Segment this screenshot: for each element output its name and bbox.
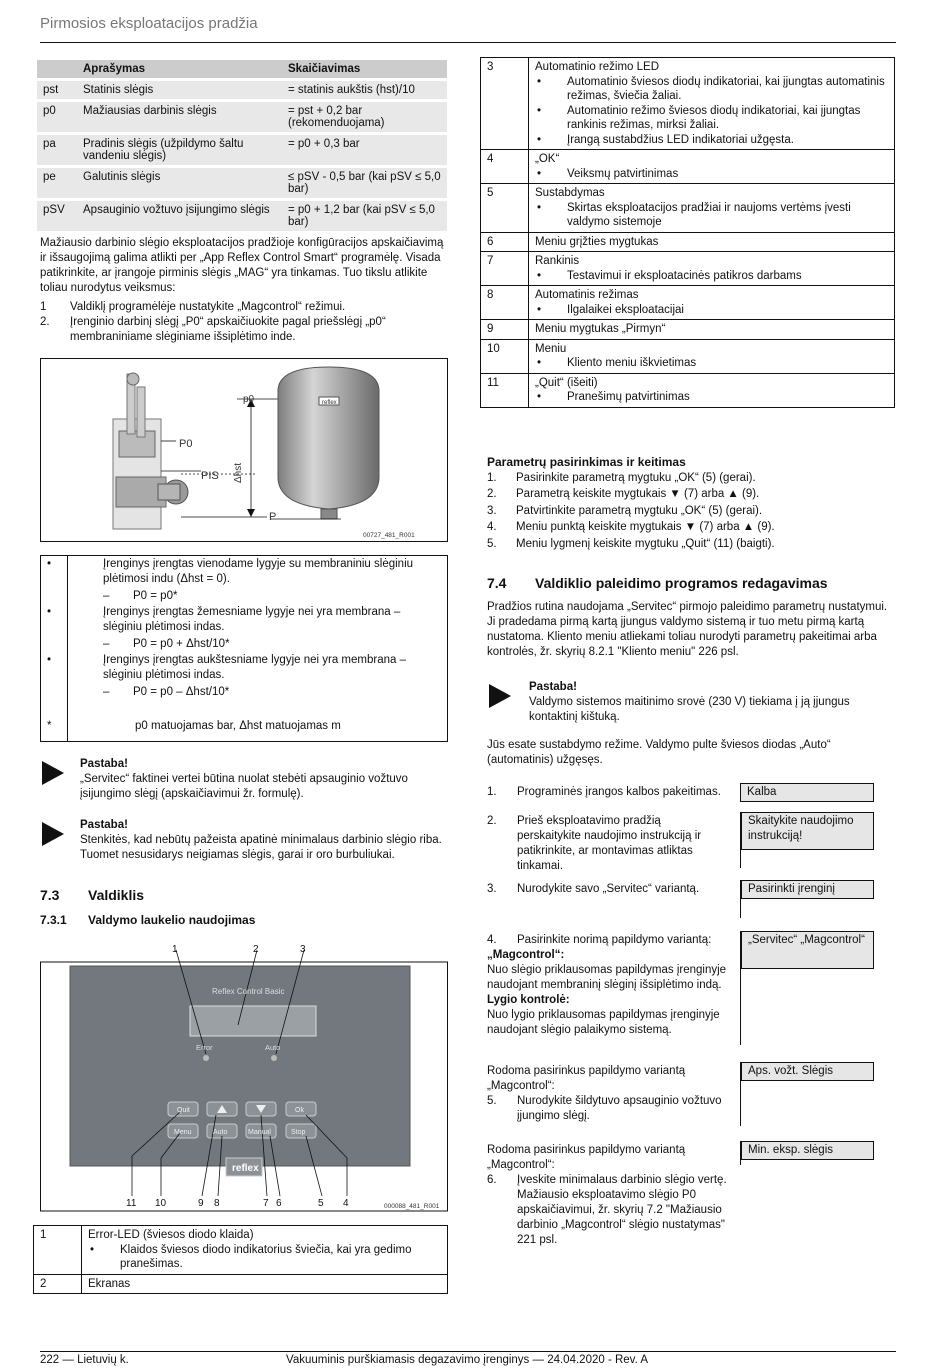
parameter-symbol: pa <box>37 134 77 167</box>
callout-11: 11 <box>126 1198 137 1209</box>
note-arrow-icon <box>42 761 64 785</box>
parameter-row <box>37 101 447 134</box>
function-title: Ekranas <box>88 1277 131 1290</box>
function-table-right <box>480 57 895 408</box>
intro-step: 1 Valdiklį programėlėje nustatykite „Magcontrol“ režimui. <box>40 301 346 313</box>
installation-level-box <box>40 555 448 742</box>
section-7-4-title: Valdiklio paleidimo programos redagavimas <box>535 575 828 591</box>
install-case: • Įrenginys įrengtas žemesniame lygyje nei yra membrana – slėginiu plėtimosi indas. <box>47 606 401 633</box>
footer-rule <box>40 1351 896 1352</box>
function-number: 11 <box>481 373 529 407</box>
params-step: 4. Meniu punktą keiskite mygtukais ▼ (7) arba ▲ (9). <box>487 521 775 534</box>
btn-stop-label: Stop <box>291 1129 306 1136</box>
parameter-symbol: pe <box>37 167 77 200</box>
callout-6: 6 <box>276 1198 282 1209</box>
function-number: 5 <box>481 184 529 233</box>
stop-mode-text: Jūs esate sustabdymo režime. Valdymo pulte šviesos diodas „Auto“ (automatinis) užgęsęs. <box>487 739 831 766</box>
function-row <box>481 373 895 407</box>
parameter-row <box>37 200 447 233</box>
function-table-left <box>33 1225 448 1294</box>
parameter-calculation: = p0 + 0,3 bar <box>282 134 447 167</box>
box-select-device-frame <box>740 880 874 918</box>
function-row <box>481 286 895 320</box>
step-5: Rodoma pasirinkus papildymo variantą „Magcontrol“: 5. Nurodykite šildytuvo apsauginio vožtuvo įjungimo slėgį. <box>487 1065 722 1122</box>
callout-5: 5 <box>318 1198 324 1209</box>
function-number: 7 <box>481 252 529 286</box>
function-description <box>529 184 895 233</box>
install-case: • Įrenginys įrengtas vienodame lygyje su membraniniu slėginiu plėtimosi indu (Δhst = 0). <box>47 558 414 585</box>
function-title: „Quit“ (išeiti) <box>535 376 598 389</box>
function-number: 3 <box>481 58 529 150</box>
note-arrow-icon <box>489 684 511 708</box>
function-bullet: • Pranešimų patvirtinimas <box>535 390 888 405</box>
callout-9: 9 <box>198 1198 204 1209</box>
function-description <box>529 373 895 407</box>
page-header-title: Pirmosios eksploatacijos pradžia <box>40 15 258 32</box>
function-description <box>82 1274 448 1294</box>
function-number: 1 <box>34 1226 82 1275</box>
intro-step: 2. Įrenginio darbinį slėgį „P0“ apskaičiuokite pagal priešslėgį „p0“ membraniniame slėginiame išsiplėtimo inde. <box>40 316 386 343</box>
function-title: Automatinis režimas <box>535 289 639 301</box>
function-title: Rankinis <box>535 255 580 267</box>
note-power-supply: Pastaba! Valdymo sistemos maitinimo srovė (230 V) tiekiama į ją įjungus kontaktinį kištuką. <box>529 681 850 723</box>
function-bullet: • Kliento meniu iškvietimas <box>535 356 888 371</box>
params-step: 5. Meniu lygmenį keiskite mygtuku „Quit“ (11) (baigti). <box>487 537 775 550</box>
led-error-label: Error <box>196 1043 213 1052</box>
box-safety-valve: Aps. vožt. Slėgis <box>741 1062 874 1081</box>
function-title: Meniu <box>535 342 567 355</box>
vessel-logo: reflex <box>322 400 337 406</box>
parameter-symbol: pst <box>37 80 77 101</box>
btn-manual-label: Manual <box>248 1129 271 1136</box>
function-number: 6 <box>481 232 529 252</box>
parameter-calculation: ≤ pSV - 0,5 bar (kai pSV ≤ 5,0 bar) <box>282 167 447 200</box>
control-panel-drawing <box>40 940 448 1212</box>
function-row <box>481 320 895 340</box>
function-description <box>529 58 895 150</box>
box-variant-frame <box>740 931 874 1045</box>
col-description: Aprašymas <box>77 60 282 80</box>
function-description <box>529 286 895 320</box>
function-description <box>529 232 895 252</box>
function-number: 9 <box>481 320 529 340</box>
btn-auto-label: Auto <box>213 1129 228 1136</box>
note-arrow-icon <box>42 822 64 846</box>
function-title: Sustabdymas <box>535 187 605 199</box>
section-7-3-1-title: Valdymo laukelio naudojimas <box>88 913 256 927</box>
box-variant: „Servitec“ „Magcontrol“ <box>741 931 874 969</box>
intro-steps <box>40 300 450 345</box>
function-bullet: • Skirtas eksploatacijos pradžiai ir naujoms vertėms įvesti valdymo sistemoje <box>535 201 888 230</box>
install-formula: – P0 = p0* <box>103 590 178 602</box>
function-description <box>529 339 895 373</box>
function-row <box>481 58 895 150</box>
parameter-description: Pradinis slėgis (užpildymo šaltu vandeniu slėgis) <box>77 134 282 167</box>
label-PIS: PIS <box>201 470 219 482</box>
function-title: „OK“ <box>535 153 560 165</box>
function-title: Automatinio režimo LED <box>535 61 659 73</box>
box-read-manual: Skaitykite naudojimo instrukciją! <box>741 812 874 850</box>
note-servitec: Pastaba! „Servitec“ faktinei vertei būtina nuolat stebėti apsauginio vožtuvo įsijungimo slėgį (apskaičiavimui žr. formulę). <box>80 758 408 800</box>
function-description <box>82 1226 448 1275</box>
function-bullet: • Automatinio šviesos diodų indikatoriai, kai įjungtas automatinis režimas, šviečia žaliai. <box>535 75 888 104</box>
figure-drawing <box>41 359 447 541</box>
params-heading: Parametrų pasirinkimas ir keitimas <box>487 455 686 469</box>
label-p0-vessel: p0 <box>243 394 255 405</box>
page-number: 222 — Lietuvių k. <box>40 1354 129 1366</box>
install-formula: – P0 = p0 + Δhst/10* <box>103 638 230 650</box>
label-P: P <box>269 511 277 523</box>
callout-4: 4 <box>343 1198 349 1209</box>
function-title: Error-LED (šviesos diodo klaida) <box>88 1229 254 1241</box>
function-bullet: • Automatinio režimo šviesos diodų indikatoriai, kai įjungtas rankinis režimas, mirksi žaliai. <box>535 104 888 133</box>
control-panel-figure <box>40 940 448 1212</box>
label-dh: Δhst <box>233 462 244 483</box>
intro-paragraph: Mažiausio darbinio slėgio eksploatacijos pradžioje konfigūracijos apskaičiavimą ir išsaugojimą galima atlikti per „App Reflex Control Smart“ programėlę. Visada patikrinkite, ar įrangoje pirminis slėgis „MAG“ yra tinkamas. Tuo tikslu atlikite toliau nurodytus veiksmus: <box>40 237 444 294</box>
pressure-vessel-figure <box>40 358 448 542</box>
box-min-pressure: Min. eksp. slėgis <box>741 1141 874 1160</box>
section-7-4-text: Pradžios rutina naudojama „Servitec“ pirmojo paleidimo parametrų nustatymui. Ji pradedama pirmą kartą įjungus valdymo sistemą ir tuo metu pirmą kartą nustatoma. Kliento meniu atliekami toliau nurodyti parametrų pakeitimai arba kontrolės, žr. skyrių 8.2.1 "Kliento meniu" 226 psl. <box>487 601 888 658</box>
step-2: 2. Prieš eksploatavimo pradžią perskaitykite naudojimo instrukciją ir patikrinkite, ar montavimas atliktas tinkamai. <box>487 815 702 872</box>
btn-menu-label: Menu <box>174 1129 192 1136</box>
box-select-device: Pasirinkti įrenginį <box>741 880 874 899</box>
parameter-description: Apsauginio vožtuvo įsijungimo slėgis <box>77 200 282 233</box>
callout-3: 3 <box>300 944 306 955</box>
function-description <box>529 252 895 286</box>
params-steps <box>487 471 887 553</box>
led-auto-label: Auto <box>265 1043 281 1052</box>
function-row <box>481 150 895 184</box>
function-description <box>529 320 895 340</box>
install-footnote: * p0 matuojamas bar, Δhst matuojamas m <box>47 720 341 732</box>
params-step: 1. Pasirinkite parametrą mygtuku „OK“ (5) (gerai). <box>487 472 756 484</box>
parameter-description: Statinis slėgis <box>77 80 282 101</box>
parameter-table <box>37 60 447 234</box>
function-number: 2 <box>34 1274 82 1294</box>
callout-1: 1 <box>172 944 178 955</box>
function-title: Meniu grįžties mygtukas <box>535 235 659 248</box>
callout-7: 7 <box>263 1198 269 1209</box>
function-bullet: • Testavimui ir eksploatacinės patikros darbams <box>535 269 888 284</box>
callout-10: 10 <box>155 1198 167 1209</box>
function-number: 10 <box>481 339 529 373</box>
step-4: 4. Pasirinkite norimą papildymo variantą: „Magcontrol“: Nuo slėgio priklausomas papildymas įrenginyje naudojant membraninį slėginį išsiplėtimo indą. Lygio kontrolė: Nuo lygio priklausomas papildymas įrenginyje naudojant slėgio palaikymo sistemą. <box>487 934 727 1036</box>
callout-2: 2 <box>253 944 259 955</box>
install-formula: – P0 = p0 – Δhst/10* <box>103 686 230 698</box>
parameter-symbol: p0 <box>37 101 77 134</box>
panel-logo: reflex <box>232 1163 259 1174</box>
parameter-calculation: = statinis aukštis (hst)/10 <box>282 80 447 101</box>
parameter-row <box>37 167 447 200</box>
callout-8: 8 <box>214 1198 220 1209</box>
parameter-row <box>37 134 447 167</box>
params-step: 2. Parametrą keiskite mygtukais ▼ (7) arba ▲ (9). <box>487 488 760 501</box>
section-7-4-number: 7.4 <box>487 575 507 591</box>
box-safety-valve-frame <box>740 1062 874 1126</box>
function-number: 4 <box>481 150 529 184</box>
parameter-description: Mažiausias darbinis slėgis <box>77 101 282 134</box>
note-min-pressure: Pastaba! Stenkitės, kad nebūtų pažeista apatinė minimalaus darbinio slėgio riba. Tuomet nesusidarys neigiamas slėgis, garai ir oro burbuliukai. <box>80 819 442 861</box>
section-7-3-1-number: 7.3.1 <box>40 913 67 927</box>
function-description <box>529 150 895 184</box>
section-7-3-number: 7.3 <box>40 887 60 903</box>
function-row <box>34 1226 448 1275</box>
params-step: 3. Patvirtinkite parametrą mygtuku „OK“ (5) (gerai). <box>487 504 763 517</box>
parameter-row <box>37 80 447 101</box>
panel-figure-code: 000088_481_R001 <box>384 1203 440 1210</box>
function-row <box>481 252 895 286</box>
function-number: 8 <box>481 286 529 320</box>
col-calculation: Skaičiavimas <box>282 60 447 80</box>
function-row <box>481 339 895 373</box>
step-1: 1. Programinės įrangos kalbos pakeitimas. <box>487 786 721 798</box>
figure-code: 00727_481_R001 <box>363 532 415 539</box>
function-row <box>481 184 895 233</box>
parameter-calculation: = pst + 0,2 bar (rekomenduojama) <box>282 101 447 134</box>
install-case: • Įrenginys įrengtas aukštesniame lygyje nei yra membrana – slėginiu plėtimosi indas. <box>47 654 406 681</box>
function-row <box>481 232 895 252</box>
box-language: Kalba <box>740 783 874 802</box>
parameter-symbol: pSV <box>37 200 77 233</box>
box-read-manual-frame <box>740 812 874 868</box>
btn-quit-label: Quit <box>177 1107 190 1114</box>
function-bullet: • Klaidos šviesos diodo indikatorius šviečia, kai yra gedimo pranešimas. <box>88 1243 441 1272</box>
box-min-pressure-frame <box>740 1141 874 1165</box>
step-6: Rodoma pasirinkus papildymo variantą „Magcontrol“: 6. Įveskite minimalaus darbinio slėgio vertę. Mažiausio eksploatavimo slėgio P0 apskaičiavimui, žr. skyrių 7.2 "Mažiausio darbinio „Magcontrol“ slėgio nustatymas" 221 psl. <box>487 1144 727 1246</box>
function-bullet: • Veiksmų patvirtinimas <box>535 167 888 182</box>
function-bullet: • Įrangą sustabdžius LED indikatoriai užgęsta. <box>535 133 888 148</box>
step-3: 3. Nurodykite savo „Servitec“ variantą. <box>487 883 700 895</box>
parameter-description: Galutinis slėgis <box>77 167 282 200</box>
btn-ok-label: Ok <box>295 1107 304 1114</box>
footer-doc-title: Vakuuminis purškiamasis degazavimo įrenginys — 24.04.2020 - Rev. A <box>286 1354 648 1366</box>
function-row <box>34 1274 448 1294</box>
function-title: Meniu mygtukas „Pirmyn“ <box>535 323 666 335</box>
panel-brand-title: Reflex Control Basic <box>212 987 285 996</box>
label-P0: P0 <box>179 438 193 450</box>
function-bullet: • Ilgalaikei eksploatacijai <box>535 303 888 318</box>
header-rule <box>40 42 896 43</box>
section-7-3-title: Valdiklis <box>88 887 145 903</box>
parameter-calculation: = p0 + 1,2 bar (kai pSV ≤ 5,0 bar) <box>282 200 447 233</box>
